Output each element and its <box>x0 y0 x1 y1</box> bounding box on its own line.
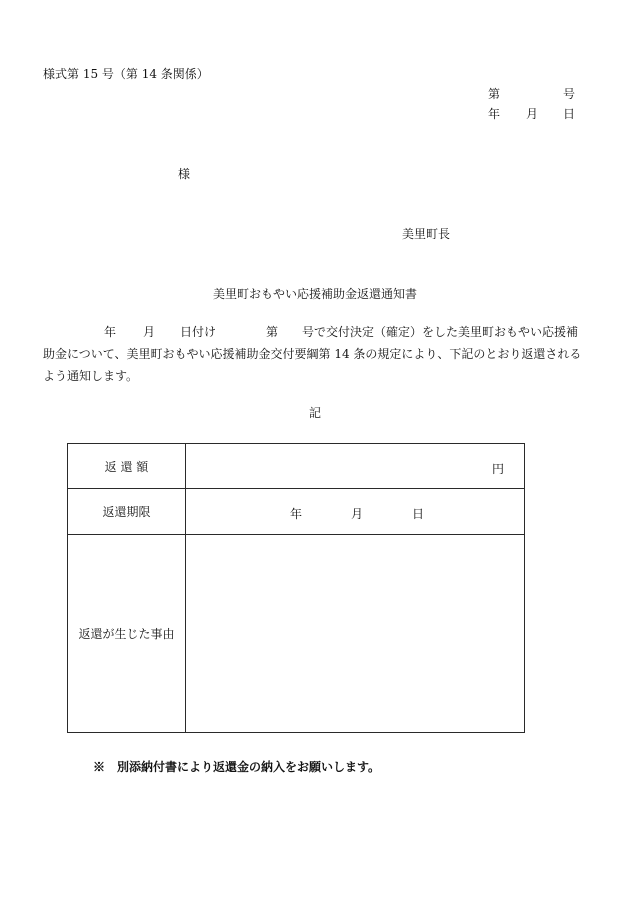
deadline-month-label: 月 <box>351 507 364 521</box>
table-row-deadline <box>68 489 525 535</box>
deadline-day-label: 日 <box>412 507 425 521</box>
body-date-label: 日付け <box>180 325 217 339</box>
refund-amount-label: 返 還 額 <box>68 444 186 489</box>
document-title: 美里町おもやい応援補助金返還通知書 <box>212 287 417 301</box>
refund-reason-field[interactable] <box>186 535 525 733</box>
issue-date-day: 日 <box>563 107 576 121</box>
payment-note: ※ 別添納付書により返還金の納入をお願いします。 <box>93 760 381 774</box>
ki-heading: 記 <box>308 406 321 420</box>
body-number-label: 第 <box>266 325 279 339</box>
issue-number-dai: 第 <box>488 87 501 101</box>
body-paragraph-line-2: 助金について、美里町おもやい応援補助金交付要綱第 14 条の規定により、下記のとおり返還される <box>43 347 582 361</box>
body-year-label: 年 <box>104 325 117 339</box>
issuer-name: 美里町長 <box>402 227 451 241</box>
issue-date-month: 月 <box>526 107 539 121</box>
refund-amount-field[interactable] <box>186 444 525 489</box>
table-row-reason <box>68 535 525 733</box>
refund-deadline-field[interactable] <box>186 489 525 535</box>
form-number: 様式第 15 号（第 14 条関係） <box>43 67 209 81</box>
yen-unit: 円 <box>491 462 504 476</box>
issue-date-year: 年 <box>488 107 501 121</box>
issue-number-gou: 号 <box>563 87 576 101</box>
refund-details-table <box>67 443 525 733</box>
refund-reason-label: 返還が生じた事由 <box>68 535 186 733</box>
refund-deadline-label: 返還期限 <box>68 489 186 535</box>
body-month-label: 月 <box>143 325 156 339</box>
body-line-1-text: 号で交付決定（確定）をした美里町おもやい応援補 <box>302 325 579 339</box>
body-paragraph-line-3: よう通知します。 <box>43 369 139 383</box>
recipient-honorific: 様 <box>178 167 191 181</box>
table-row-amount <box>68 444 525 489</box>
deadline-year-label: 年 <box>290 507 303 521</box>
